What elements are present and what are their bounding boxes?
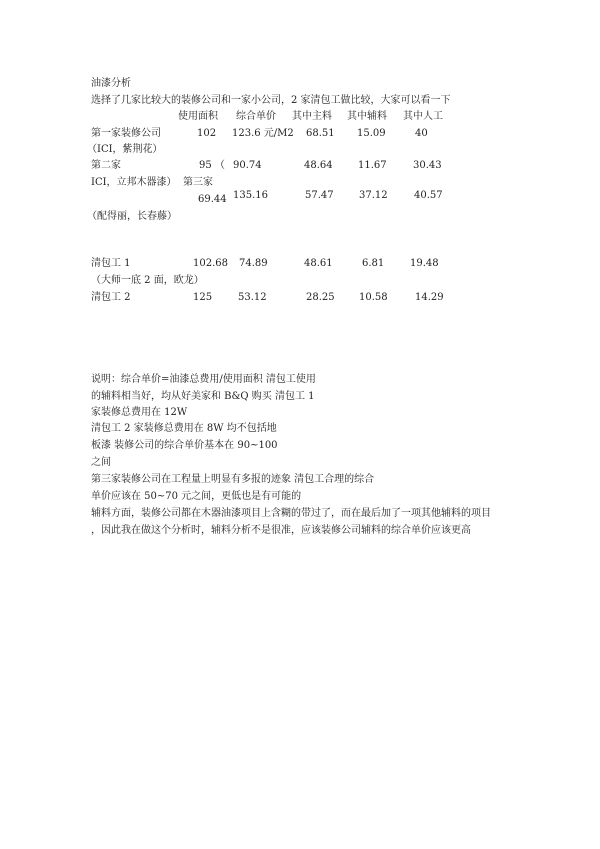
row-main-material: 48.61	[304, 258, 333, 269]
doc-title: 油漆分析	[91, 78, 131, 89]
note-line: 之间	[91, 457, 111, 468]
intro-text: 选择了几家比较大的装修公司和一家小公司，2 家清包工做比较，大家可以看一下	[91, 95, 451, 106]
row-name: 清包工 1	[91, 258, 131, 269]
row-unit-price: 74.89	[239, 258, 268, 269]
row-note: （大师一底 2 面，欧龙）	[91, 275, 204, 286]
row-note: （ICI，紫荆花）	[87, 144, 163, 155]
row-name: 清包工 2	[91, 292, 131, 303]
note-line: 家装修总费用在 12W	[91, 407, 188, 418]
header-main-material: 其中主料	[292, 111, 332, 122]
note-line: ，因此我在做这个分析时，辅料分析不是很准，应该装修公司辅料的综合单价应该更高	[91, 525, 471, 536]
row-labor: 40.57	[414, 190, 443, 201]
row-unit-price: 90.74	[233, 160, 262, 171]
row-main-material: 28.25	[306, 292, 335, 303]
note-line: 清包工 2 家装修总费用在 8W 均不包括地	[91, 423, 277, 434]
header-unit-price: 综合单价	[236, 111, 276, 122]
row-name: 第三家	[183, 177, 213, 188]
row-note: ICI，立邦木器漆）	[91, 177, 177, 188]
header-labor: 其中人工	[403, 111, 443, 122]
row-aux-material: 10.58	[359, 292, 388, 303]
row-labor: 14.29	[415, 292, 444, 303]
row-name: 第一家装修公司	[91, 128, 161, 139]
note-line: 说明：综合单价=油漆总费用/使用面积 清包工使用	[91, 374, 316, 385]
note-line: 板漆 装修公司的综合单价基本在 90~100	[91, 440, 278, 451]
row-aux-material: 6.81	[362, 258, 385, 269]
row-unit-price: 53.12	[238, 292, 267, 303]
row-labor: 30.43	[413, 160, 442, 171]
row-labor: 19.48	[410, 258, 439, 269]
header-area: 使用面积	[178, 111, 218, 122]
row-unit-price: 135.16	[233, 190, 268, 201]
row-area: 102.68	[193, 258, 228, 269]
row-area: 125	[193, 292, 213, 303]
row-note: （配得丽，长春藤）	[87, 211, 177, 222]
row-aux-material: 15.09	[357, 128, 386, 139]
note-line: 单价应该在 50~70 元之间，更低也是有可能的	[91, 491, 302, 502]
row-unit-price: 123.6 元/M2	[232, 128, 294, 139]
row-main-material: 57.47	[305, 190, 334, 201]
note-line: 辅料方面，装修公司都在木器油漆项目上含糊的带过了，而在最后加了一项其他辅料的项目	[91, 508, 491, 519]
note-line: 的辅料相当好，均从好美家和 B&Q 购买 清包工 1	[91, 391, 315, 402]
row-area: 102	[197, 128, 217, 139]
header-aux-material: 其中辅料	[347, 111, 387, 122]
note-line: 第三家装修公司在工程量上明显有多报的迹象 清包工合理的综合	[91, 474, 375, 485]
row-main-material: 48.64	[304, 160, 333, 171]
row-area: 69.44	[198, 194, 227, 205]
row-area: 95 （	[199, 160, 225, 171]
row-main-material: 68.51	[306, 128, 335, 139]
row-labor: 40	[415, 128, 428, 139]
row-name: 第二家	[91, 160, 121, 171]
row-aux-material: 37.12	[359, 190, 388, 201]
row-aux-material: 11.67	[358, 160, 387, 171]
